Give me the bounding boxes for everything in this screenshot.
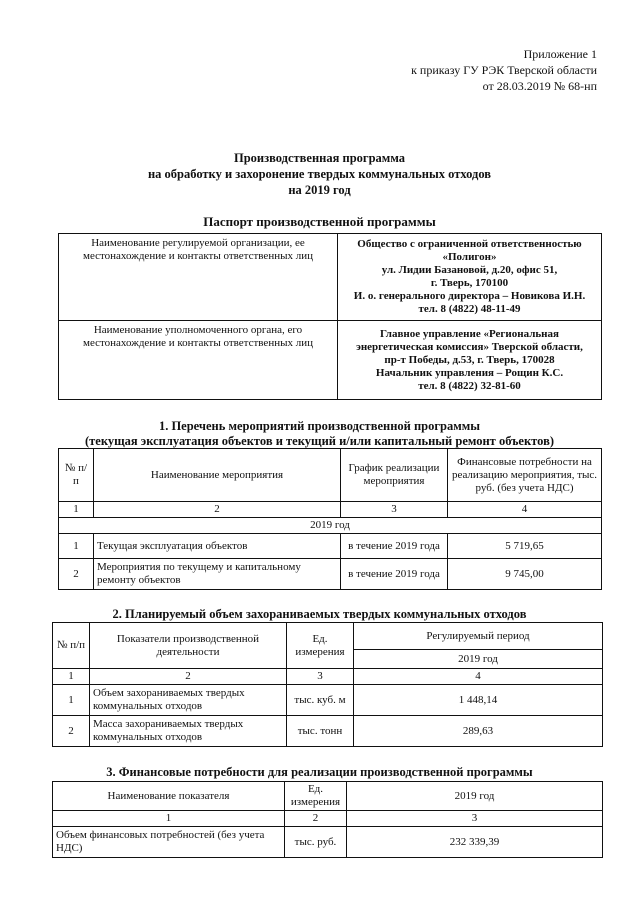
org-line1: Общество с ограниченной ответственностью — [357, 238, 582, 250]
table-row — [59, 559, 602, 590]
section1-heading-line2: (текущая эксплуатация объектов и текущий и/или капитальный ремонт объектов) — [84, 434, 554, 448]
row-name: Мероприятия по текущему и капитальному ремонту объектов — [94, 559, 341, 590]
col-num-header: № п/п — [59, 449, 94, 502]
col-name-header: Показатели производственной деятельности — [90, 623, 287, 669]
col-finance-header: Финансовые потребности на реализацию мероприятия, тыс. руб. (без учета НДС) — [448, 449, 602, 502]
row-num: 1 — [53, 685, 90, 716]
col-year-header: 2019 год — [347, 782, 603, 811]
row-schedule: в течение 2019 года — [341, 534, 448, 559]
section2-heading: 2. Планируемый объем захораниваемых твердых коммунальных отходов — [112, 607, 527, 621]
idx-cell: 3 — [287, 669, 354, 685]
passport-authority-value — [338, 321, 602, 400]
passport-org-value — [338, 234, 602, 321]
page-title — [0, 150, 639, 198]
col-num-header: № п/п — [53, 623, 90, 669]
row-num: 2 — [59, 559, 94, 590]
idx-cell: 3 — [347, 811, 603, 827]
col-name-header: Наименование мероприятия — [94, 449, 341, 502]
table-row — [53, 827, 603, 858]
table-index-row — [53, 811, 603, 827]
row-value: 1 448,14 — [354, 685, 603, 716]
table-row — [53, 685, 603, 716]
passport-authority-label: Наименование уполномоченного органа, его местонахождение и контакты ответственных лиц — [59, 321, 338, 400]
row-name: Объем захораниваемых твердых коммунальных отходов — [90, 685, 287, 716]
row-name: Масса захораниваемых твердых коммунальных отходов — [90, 716, 287, 747]
table-row — [53, 716, 603, 747]
authority-line4: Начальник управления – Рощин К.С. — [375, 366, 564, 379]
idx-cell: 2 — [94, 502, 341, 518]
table-header-row — [59, 449, 602, 502]
table-index-row — [53, 669, 603, 685]
title-line1: Производственная программа — [233, 151, 406, 165]
title-line3: на 2019 год — [288, 183, 351, 197]
passport-heading: Паспорт производственной программы — [203, 214, 436, 229]
row-unit: тыс. куб. м — [287, 685, 354, 716]
col-unit-header: Ед. измерения — [285, 782, 347, 811]
appendix-line2: к приказу ГУ РЭК Тверской области — [411, 63, 597, 77]
idx-cell: 4 — [448, 502, 602, 518]
appendix-line1: Приложение 1 — [523, 47, 597, 61]
row-value: 5 719,65 — [448, 534, 602, 559]
org-line5: И. о. генерального директора – Новикова И.Н. — [353, 290, 586, 302]
row-value: 232 339,39 — [347, 827, 603, 858]
table-header-row — [53, 782, 603, 811]
org-line3: ул. Лидии Базановой, д.20, офис 51, — [381, 264, 558, 276]
authority-line3: пр-т Победы, д.53, г. Тверь, 170028 — [384, 353, 555, 366]
section3-table — [52, 781, 603, 858]
authority-line5: тел. 8 (4822) 32-81-60 — [418, 379, 521, 392]
org-line4: г. Тверь, 170100 — [430, 277, 509, 289]
appendix-line3: от 28.03.2019 № 68-нп — [482, 79, 597, 93]
row-name: Текущая эксплуатация объектов — [94, 534, 341, 559]
col-name-header: Наименование показателя — [53, 782, 285, 811]
idx-cell: 1 — [59, 502, 94, 518]
idx-cell: 1 — [53, 811, 285, 827]
idx-cell: 3 — [341, 502, 448, 518]
table-header-row — [53, 623, 603, 650]
idx-cell: 4 — [354, 669, 603, 685]
row-num: 2 — [53, 716, 90, 747]
row-unit: тыс. руб. — [285, 827, 347, 858]
table-row — [59, 321, 602, 400]
appendix-block — [411, 46, 597, 94]
org-line6: тел. 8 (4822) 48-11-49 — [418, 303, 521, 315]
row-unit: тыс. тонн — [287, 716, 354, 747]
passport-org-label: Наименование регулируемой организации, ее местонахождение и контакты ответственных лиц — [59, 234, 338, 321]
table-row — [59, 234, 602, 321]
section2-table — [52, 622, 603, 747]
row-value: 9 745,00 — [448, 559, 602, 590]
idx-cell: 2 — [285, 811, 347, 827]
row-schedule: в течение 2019 года — [341, 559, 448, 590]
section1-heading-line1: 1. Перечень мероприятий производственной программы — [158, 419, 481, 433]
section3-heading: 3. Финансовые потребности для реализации производственной программы — [106, 765, 533, 779]
year-cell: 2019 год — [59, 518, 602, 534]
col-schedule-header: График реализации мероприятия — [341, 449, 448, 502]
idx-cell: 1 — [53, 669, 90, 685]
col-unit-header: Ед. измерения — [287, 623, 354, 669]
row-name: Объем финансовых потребностей (без учета НДС) — [53, 827, 285, 858]
table-index-row — [59, 502, 602, 518]
section1-heading — [0, 419, 639, 449]
row-value: 289,63 — [354, 716, 603, 747]
title-line2: на обработку и захоронение твердых коммунальных отходов — [147, 167, 492, 181]
idx-cell: 2 — [90, 669, 287, 685]
authority-line1: Главное управление «Региональная — [380, 327, 559, 340]
authority-line2: энергетическая комиссия» Тверской области, — [356, 340, 583, 353]
table-row — [59, 534, 602, 559]
org-line2: «Полигон» — [442, 251, 497, 263]
passport-table — [58, 233, 602, 400]
col-period-header: Регулируемый период — [354, 623, 603, 650]
table-year-row — [59, 518, 602, 534]
col-year-header: 2019 год — [354, 650, 603, 669]
row-num: 1 — [59, 534, 94, 559]
section1-table — [58, 448, 602, 590]
